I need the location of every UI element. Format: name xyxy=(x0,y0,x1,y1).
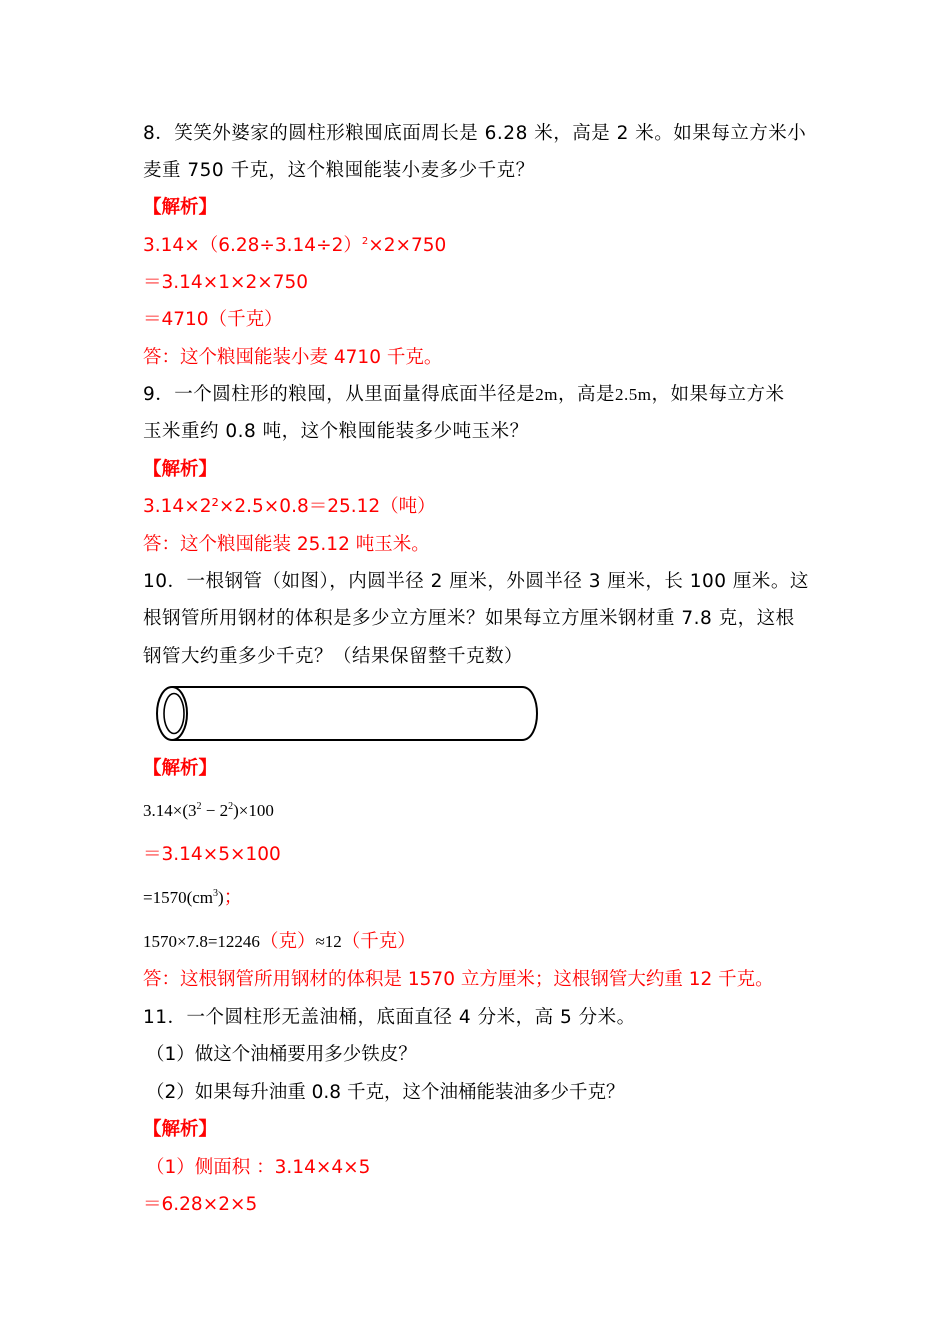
q8-analysis-label: 【解析】 xyxy=(143,197,218,218)
q10-formula1: $3.14\times(3^2 - 2^2)\times 100$ xyxy=(143,801,274,820)
q9-text-line1: 9．一个圆柱形的粮囤，从里面量得底面半径是2m，高是2.5m，如果每立方米 xyxy=(143,384,785,405)
q9-analysis-label: 【解析】 xyxy=(143,459,218,480)
q8-step2: ＝3.14×1×2×750 xyxy=(143,272,309,293)
q8-text-line1: 8．笑笑外婆家的圆柱形粮囤底面周长是 6.28 米，高是 2 米。如果每立方米小 xyxy=(143,123,807,144)
q11-step1: （1）侧面积 ：3.14×4×5 xyxy=(146,1157,371,1178)
q10-step2: ＝3.14×5×100 xyxy=(143,844,281,865)
steel-pipe-figure xyxy=(150,682,542,746)
q8-answer: 答：这个粮囤能装小麦 4710 千克。 xyxy=(143,347,443,368)
q10-text-line1: 10．一根钢管（如图），内圆半径 2 厘米，外圆半径 3 厘米，长 100 厘米。这 xyxy=(143,571,809,592)
q9-answer: 答：这个粮囤能装 25.12 吨玉米。 xyxy=(143,534,430,555)
q10-answer: 答：这根钢管所用钢材的体积是 1570 立方厘米；这根钢管大约重 12 千克。 xyxy=(143,969,774,990)
q10-text-line2: 根钢管所用钢材的体积是多少立方厘米？如果每立方厘米钢材重 7.8 克，这根 xyxy=(143,608,795,629)
q10-formula4: 1570×7.8=12246（克）≈12（千克） xyxy=(143,931,416,952)
q9-text-line2: 玉米重约 0.8 吨，这个粮囤能装多少吨玉米？ xyxy=(143,421,529,442)
q9-step1: 3.14×2²×2.5×0.8＝25.12（吨） xyxy=(143,496,436,517)
q10-analysis-label: 【解析】 xyxy=(143,758,218,779)
q10-text-line3: 钢管大约重多少千克？（结果保留整千克数） xyxy=(143,646,524,667)
q11-text-line1: 11．一个圆柱形无盖油桶，底面直径 4 分米，高 5 分米。 xyxy=(143,1007,636,1028)
q8-text-line2: 麦重 750 千克，这个粮囤能装小麦多少千克？ xyxy=(143,160,535,181)
q8-step3: ＝4710（千克） xyxy=(143,309,283,330)
q11-step2: ＝6.28×2×5 xyxy=(143,1194,258,1215)
q10-formula3: $=1570(cm^3)$； xyxy=(143,887,243,908)
q11-sub2: （2）如果每升油重 0.8 千克，这个油桶能装油多少千克？ xyxy=(146,1082,625,1103)
q11-analysis-label: 【解析】 xyxy=(143,1119,218,1140)
q8-step1: $3.14\times(6.28\div 3.14\div 2)^2\times 2\times 750$ xyxy=(143,235,447,256)
q11-sub1: （1）做这个油桶要用多少铁皮？ xyxy=(146,1044,417,1065)
